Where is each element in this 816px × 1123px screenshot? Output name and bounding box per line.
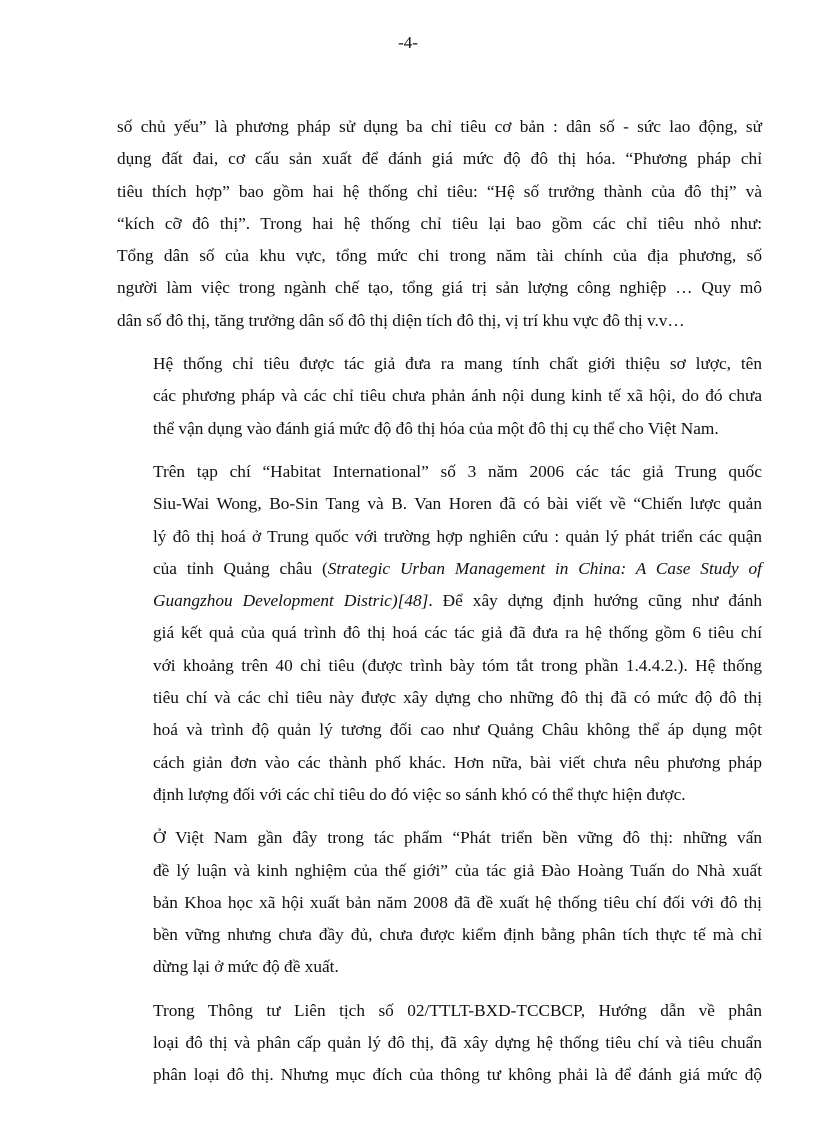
- text-line: người làm việc trong ngành chế tạo, tổng giá trị sản lượng công nghiệp … Quy mô: [117, 278, 762, 298]
- text-line: số chủ yếu” là phương pháp sử dụng ba chỉ tiêu cơ bản : dân số - sức lao động, sử: [117, 117, 762, 136]
- text-line-with-citation: [117, 585, 762, 617]
- citation-title: Strategic Urban Management in China: A Case Study of: [327, 558, 762, 578]
- text-line: lý đô thị hoá ở Trung quốc với trường hợp nghiên cứu : quản lý phát triển các quận: [153, 526, 762, 546]
- paragraph-2: [117, 348, 762, 445]
- text-line-with-citation: [117, 553, 762, 585]
- text-line: tiêu thích hợp” bao gồm hai hệ thống chỉ tiêu: “Hệ số trưởng thành của đô thị” và: [117, 181, 762, 201]
- paragraph-1: [117, 111, 762, 337]
- text-line: dừng lại ở mức độ đề xuất.: [153, 957, 339, 977]
- text-line: bền vững nhưng chưa đầy đủ, chưa được kiểm định bằng phân tích thực tế mà chỉ: [153, 925, 762, 945]
- text-fragment: của tỉnh Quảng châu (: [153, 558, 328, 578]
- text-line: các phương pháp và các chỉ tiêu chưa phản ánh nội dung kinh tế xã hội, do đó chưa: [153, 386, 762, 406]
- text-line: tiêu chí và các chỉ tiêu này được xây dựng cho những đô thị đã có mức độ đô thị: [153, 688, 762, 708]
- text-line: định lượng đối với các chỉ tiêu do đó việc so sánh khó có thể thực hiện được.: [153, 784, 686, 804]
- page-number: -4-: [398, 33, 418, 52]
- text-line: Tổng dân số của khu vực, tổng mức chi trong năm tài chính của địa phương, số: [117, 246, 762, 266]
- text-line: Trong Thông tư Liên tịch số 02/TTLT-BXD-TCCBCP, Hướng dẫn về phân: [153, 1000, 762, 1020]
- text-line: dụng đất đai, cơ cấu sản xuất để đánh giá mức độ đô thị hóa. “Phương pháp chỉ: [117, 149, 762, 169]
- text-line: Trên tạp chí “Habitat International” số 3 năm 2006 các tác giả Trung quốc: [153, 461, 762, 481]
- text-line: với khoảng trên 40 chỉ tiêu (được trình bày tóm tắt trong phần 1.4.4.2.). Hệ thống: [153, 655, 762, 675]
- text-line: cách giản đơn vào các thành phố khác. Hơn nữa, bài viết chưa nêu phương pháp: [153, 752, 762, 772]
- text-line: thể vận dụng vào đánh giá mức độ đô thị hóa của một đô thị cụ thể cho Việt Nam.: [153, 418, 719, 438]
- text-line: Hệ thống chỉ tiêu được tác giả đưa ra mang tính chất giới thiệu sơ lược, tên: [153, 354, 762, 374]
- text-line: phân loại đô thị. Nhưng mục đích của thông tư không phải là để đánh giá mức độ: [153, 1065, 762, 1085]
- text-line: đề lý luận và kinh nghiệm của thế giới” của tác giả Đào Hoàng Tuấn do Nhà xuất: [153, 860, 762, 880]
- paragraph-4: [117, 822, 762, 983]
- text-line: giá kết quả của quá trình đô thị hoá các tác giả đã đưa ra hệ thống gồm 6 tiêu chí: [153, 623, 762, 643]
- text-line: hoá và trình độ quản lý tương đối cao như Quảng Châu không thể áp dụng một: [153, 720, 762, 740]
- text-line: bản Khoa học xã hội xuất bản năm 2008 đã đề xuất hệ thống tiêu chí đối với đô thị: [153, 892, 762, 912]
- text-fragment: . Để xây dựng định hướng cũng như đánh: [428, 591, 762, 611]
- citation-title: Guangzhou Development Distric)[48]: [153, 591, 429, 611]
- document-body: [117, 111, 762, 1092]
- text-line: Siu-Wai Wong, Bo-Sin Tang và B. Van Horen đã có bài viết về “Chiến lược quản: [153, 494, 762, 514]
- text-line: loại đô thị và phân cấp quản lý đô thị, đã xây dựng hệ thống tiêu chí và tiêu chuẩn: [153, 1033, 762, 1053]
- paragraph-3: [117, 456, 762, 811]
- text-line: “kích cỡ đô thị”. Trong hai hệ thống chỉ tiêu lại bao gồm các chỉ tiêu nhỏ như:: [117, 213, 762, 233]
- text-line: Ở Việt Nam gần đây trong tác phẩm “Phát triển bền vững đô thị: những vấn: [153, 828, 762, 848]
- paragraph-5: [117, 995, 762, 1092]
- text-line: dân số đô thị, tăng trưởng dân số đô thị diện tích đô thị, vị trí khu vực đô thị v.v…: [117, 310, 685, 330]
